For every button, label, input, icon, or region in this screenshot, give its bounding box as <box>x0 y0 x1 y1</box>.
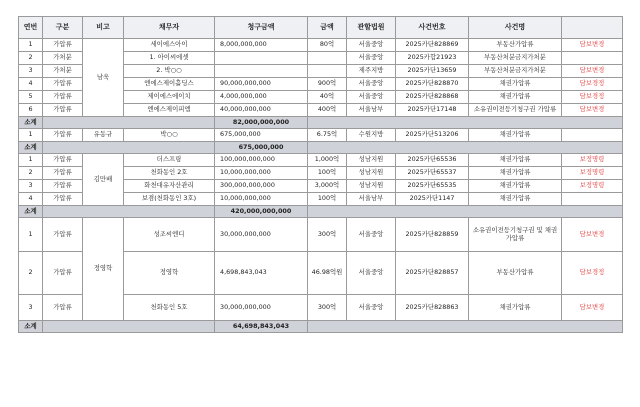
debtor-cell: 보겸(천화동인 3호) <box>124 193 215 206</box>
claim-amount-cell: 10,000,000,000 <box>215 193 308 206</box>
row-number: 1 <box>19 218 43 252</box>
amount-cell <box>308 52 347 65</box>
court-cell: 서울중앙 <box>347 252 396 295</box>
col-header-type: 구분 <box>43 17 83 39</box>
claim-amount-cell: 30,000,000,000 <box>215 295 308 321</box>
table-row <box>19 129 623 142</box>
row-number: 4 <box>19 78 43 91</box>
header-row <box>19 17 623 39</box>
status-cell: 담보변경 <box>562 65 623 78</box>
case-number-cell: 2025카단828869 <box>396 39 469 52</box>
row-number: 6 <box>19 104 43 117</box>
case-title-cell: 부동산가압류 <box>469 39 562 52</box>
subtotal-value: 64,698,843,043 <box>215 321 308 333</box>
debtor-cell: 성조씨엔디 <box>124 218 215 252</box>
col-header-amount: 금액 <box>308 17 347 39</box>
status-cell: 담보변경 <box>562 104 623 117</box>
group-remark: 유동규 <box>83 129 124 142</box>
col-header-claim: 청구금액 <box>215 17 308 39</box>
amount-cell: 100억 <box>308 167 347 180</box>
status-cell <box>562 52 623 65</box>
row-number: 5 <box>19 91 43 104</box>
seizure-table <box>18 16 623 333</box>
amount-cell: 1,000억 <box>308 154 347 167</box>
row-type: 가압류 <box>43 193 83 206</box>
amount-cell <box>308 65 347 78</box>
case-number-cell: 2025카단65536 <box>396 154 469 167</box>
debtor-cell: 더스프링 <box>124 154 215 167</box>
case-number-cell: 2025카단828857 <box>396 252 469 295</box>
row-type: 가처분 <box>43 65 83 78</box>
status-cell <box>562 193 623 206</box>
subtotal-value: 82,000,000,000 <box>215 117 308 129</box>
debtor-cell: 엔에스제이홀딩스 <box>124 78 215 91</box>
row-number: 2 <box>19 252 43 295</box>
court-cell: 성남지원 <box>347 180 396 193</box>
debtor-cell: 제이에스에이치 <box>124 91 215 104</box>
court-cell: 서울남부 <box>347 193 396 206</box>
table-row <box>19 218 623 252</box>
status-cell: 보정명령 <box>562 154 623 167</box>
amount-cell: 80억 <box>308 39 347 52</box>
col-header-court: 관할법원 <box>347 17 396 39</box>
court-cell: 서울중앙 <box>347 39 396 52</box>
case-title-cell: 채권가압류 <box>469 180 562 193</box>
row-type: 가압류 <box>43 252 83 295</box>
claim-amount-cell: 4,000,000,000 <box>215 91 308 104</box>
subtotal-spacer <box>43 321 215 333</box>
subtotal-spacer <box>308 117 623 129</box>
debtor-cell: 천화동인 2호 <box>124 167 215 180</box>
col-header-remark: 비고 <box>83 17 124 39</box>
case-title-cell: 채권가압류 <box>469 295 562 321</box>
row-type: 가압류 <box>43 129 83 142</box>
case-title-cell: 채권가압류 <box>469 78 562 91</box>
claim-amount-cell: 300,000,000,000 <box>215 180 308 193</box>
subtotal-spacer <box>308 142 623 154</box>
case-title-cell: 채권가압류 <box>469 129 562 142</box>
debtor-cell: 세이에스아이 <box>124 39 215 52</box>
case-number-cell: 2025카단828868 <box>396 91 469 104</box>
col-header-title: 사건명 <box>469 17 562 39</box>
row-type: 가압류 <box>43 180 83 193</box>
court-cell: 수원지방 <box>347 129 396 142</box>
status-cell: 담보경정 <box>562 91 623 104</box>
claim-amount-cell: 40,000,000,000 <box>215 104 308 117</box>
table-row <box>19 154 623 167</box>
case-number-cell: 2025카단828859 <box>396 218 469 252</box>
row-type: 가압류 <box>43 39 83 52</box>
claim-amount-cell: 8,000,000,000 <box>215 39 308 52</box>
row-type: 가압류 <box>43 167 83 180</box>
court-cell: 서울중앙 <box>347 295 396 321</box>
court-cell: 서울중앙 <box>347 78 396 91</box>
subtotal-spacer <box>308 206 623 218</box>
row-number: 3 <box>19 295 43 321</box>
debtor-cell: 천화동인 5호 <box>124 295 215 321</box>
case-title-cell: 소유권이전등기청구권 및 채권가압류 <box>469 218 562 252</box>
status-cell: 보정명령 <box>562 167 623 180</box>
status-cell: 담보변경 <box>562 218 623 252</box>
row-number: 3 <box>19 180 43 193</box>
subtotal-row <box>19 321 623 333</box>
case-title-cell: 채권가압류 <box>469 91 562 104</box>
case-title-cell: 채권가압류 <box>469 167 562 180</box>
amount-cell: 400억 <box>308 104 347 117</box>
debtor-cell: 화천대유자산관리 <box>124 180 215 193</box>
case-number-cell: 2025카단65535 <box>396 180 469 193</box>
court-cell: 서울남부 <box>347 104 396 117</box>
col-header-status <box>562 17 623 39</box>
claim-amount-cell: 675,000,000 <box>215 129 308 142</box>
row-type: 가압류 <box>43 295 83 321</box>
row-number: 3 <box>19 65 43 78</box>
claim-amount-cell: 90,000,000,000 <box>215 78 308 91</box>
col-header-case: 사건번호 <box>396 17 469 39</box>
subtotal-value: 675,000,000 <box>215 142 308 154</box>
amount-cell: 46.98억원 <box>308 252 347 295</box>
subtotal-spacer <box>43 117 215 129</box>
case-number-cell: 2025카단828863 <box>396 295 469 321</box>
claim-amount-cell: 30,000,000,000 <box>215 218 308 252</box>
subtotal-spacer <box>43 142 215 154</box>
debtor-cell: 1. 아이씨에셋 <box>124 52 215 65</box>
status-cell: 담보변경 <box>562 39 623 52</box>
claim-amount-cell: 10,000,000,000 <box>215 167 308 180</box>
amount-cell: 6.75억 <box>308 129 347 142</box>
case-number-cell: 2025카단513206 <box>396 129 469 142</box>
amount-cell: 100억 <box>308 193 347 206</box>
col-header-debtor: 채무자 <box>124 17 215 39</box>
subtotal-spacer <box>308 321 623 333</box>
court-cell: 성남지원 <box>347 167 396 180</box>
subtotal-label: 소계 <box>19 321 43 333</box>
status-cell: 담보경정 <box>562 252 623 295</box>
group-remark: 김만배 <box>83 154 124 206</box>
court-cell: 제주지방 <box>347 65 396 78</box>
amount-cell: 40억 <box>308 91 347 104</box>
row-type: 가압류 <box>43 218 83 252</box>
row-number: 4 <box>19 193 43 206</box>
debtor-cell: 엔에스제이피엠 <box>124 104 215 117</box>
status-cell <box>562 129 623 142</box>
row-type: 가압류 <box>43 104 83 117</box>
case-title-cell: 부동산처분금지가처분 <box>469 65 562 78</box>
case-number-cell: 2025카단17148 <box>396 104 469 117</box>
row-type: 가처분 <box>43 52 83 65</box>
row-number: 2 <box>19 52 43 65</box>
row-number: 1 <box>19 154 43 167</box>
subtotal-row <box>19 142 623 154</box>
case-number-cell: 2025카단828870 <box>396 78 469 91</box>
amount-cell: 300억 <box>308 295 347 321</box>
case-title-cell: 소유권이전등기청구권 가압류 <box>469 104 562 117</box>
row-type: 가압류 <box>43 78 83 91</box>
claim-amount-cell <box>215 65 308 78</box>
case-title-cell: 채권가압류 <box>469 154 562 167</box>
debtor-cell: 박○○ <box>124 129 215 142</box>
claim-amount-cell: 100,000,000,000 <box>215 154 308 167</box>
group-remark: 정영학 <box>83 218 124 321</box>
row-number: 2 <box>19 167 43 180</box>
col-header-no: 연번 <box>19 17 43 39</box>
subtotal-row <box>19 206 623 218</box>
table-row <box>19 39 623 52</box>
case-number-cell: 2025카단65537 <box>396 167 469 180</box>
subtotal-label: 소계 <box>19 206 43 218</box>
claim-amount-cell <box>215 52 308 65</box>
case-number-cell: 2025카단1147 <box>396 193 469 206</box>
row-type: 가압류 <box>43 91 83 104</box>
court-cell: 서울중앙 <box>347 218 396 252</box>
debtor-cell: 정영학 <box>124 252 215 295</box>
subtotal-row <box>19 117 623 129</box>
row-number: 1 <box>19 39 43 52</box>
debtor-cell: 2. 박○○ <box>124 65 215 78</box>
claim-amount-cell: 4,698,843,043 <box>215 252 308 295</box>
status-cell: 담보변경 <box>562 295 623 321</box>
amount-cell: 3,000억 <box>308 180 347 193</box>
amount-cell: 300억 <box>308 218 347 252</box>
subtotal-label: 소계 <box>19 117 43 129</box>
group-remark: 남욱 <box>83 39 124 117</box>
status-cell: 보정명령 <box>562 180 623 193</box>
court-cell: 서울중앙 <box>347 52 396 65</box>
case-title-cell: 채권가압류 <box>469 193 562 206</box>
row-type: 가압류 <box>43 154 83 167</box>
status-cell: 담보경정 <box>562 78 623 91</box>
subtotal-value: 420,000,000,000 <box>215 206 308 218</box>
case-title-cell: 부동산가압류 <box>469 252 562 295</box>
subtotal-label: 소계 <box>19 142 43 154</box>
case-number-cell: 2025카합21923 <box>396 52 469 65</box>
subtotal-spacer <box>43 206 215 218</box>
case-title-cell: 부동산처분금지가처분 <box>469 52 562 65</box>
case-number-cell: 2025카단13659 <box>396 65 469 78</box>
row-number: 1 <box>19 129 43 142</box>
court-cell: 성남지원 <box>347 154 396 167</box>
amount-cell: 900억 <box>308 78 347 91</box>
court-cell: 서울중앙 <box>347 91 396 104</box>
